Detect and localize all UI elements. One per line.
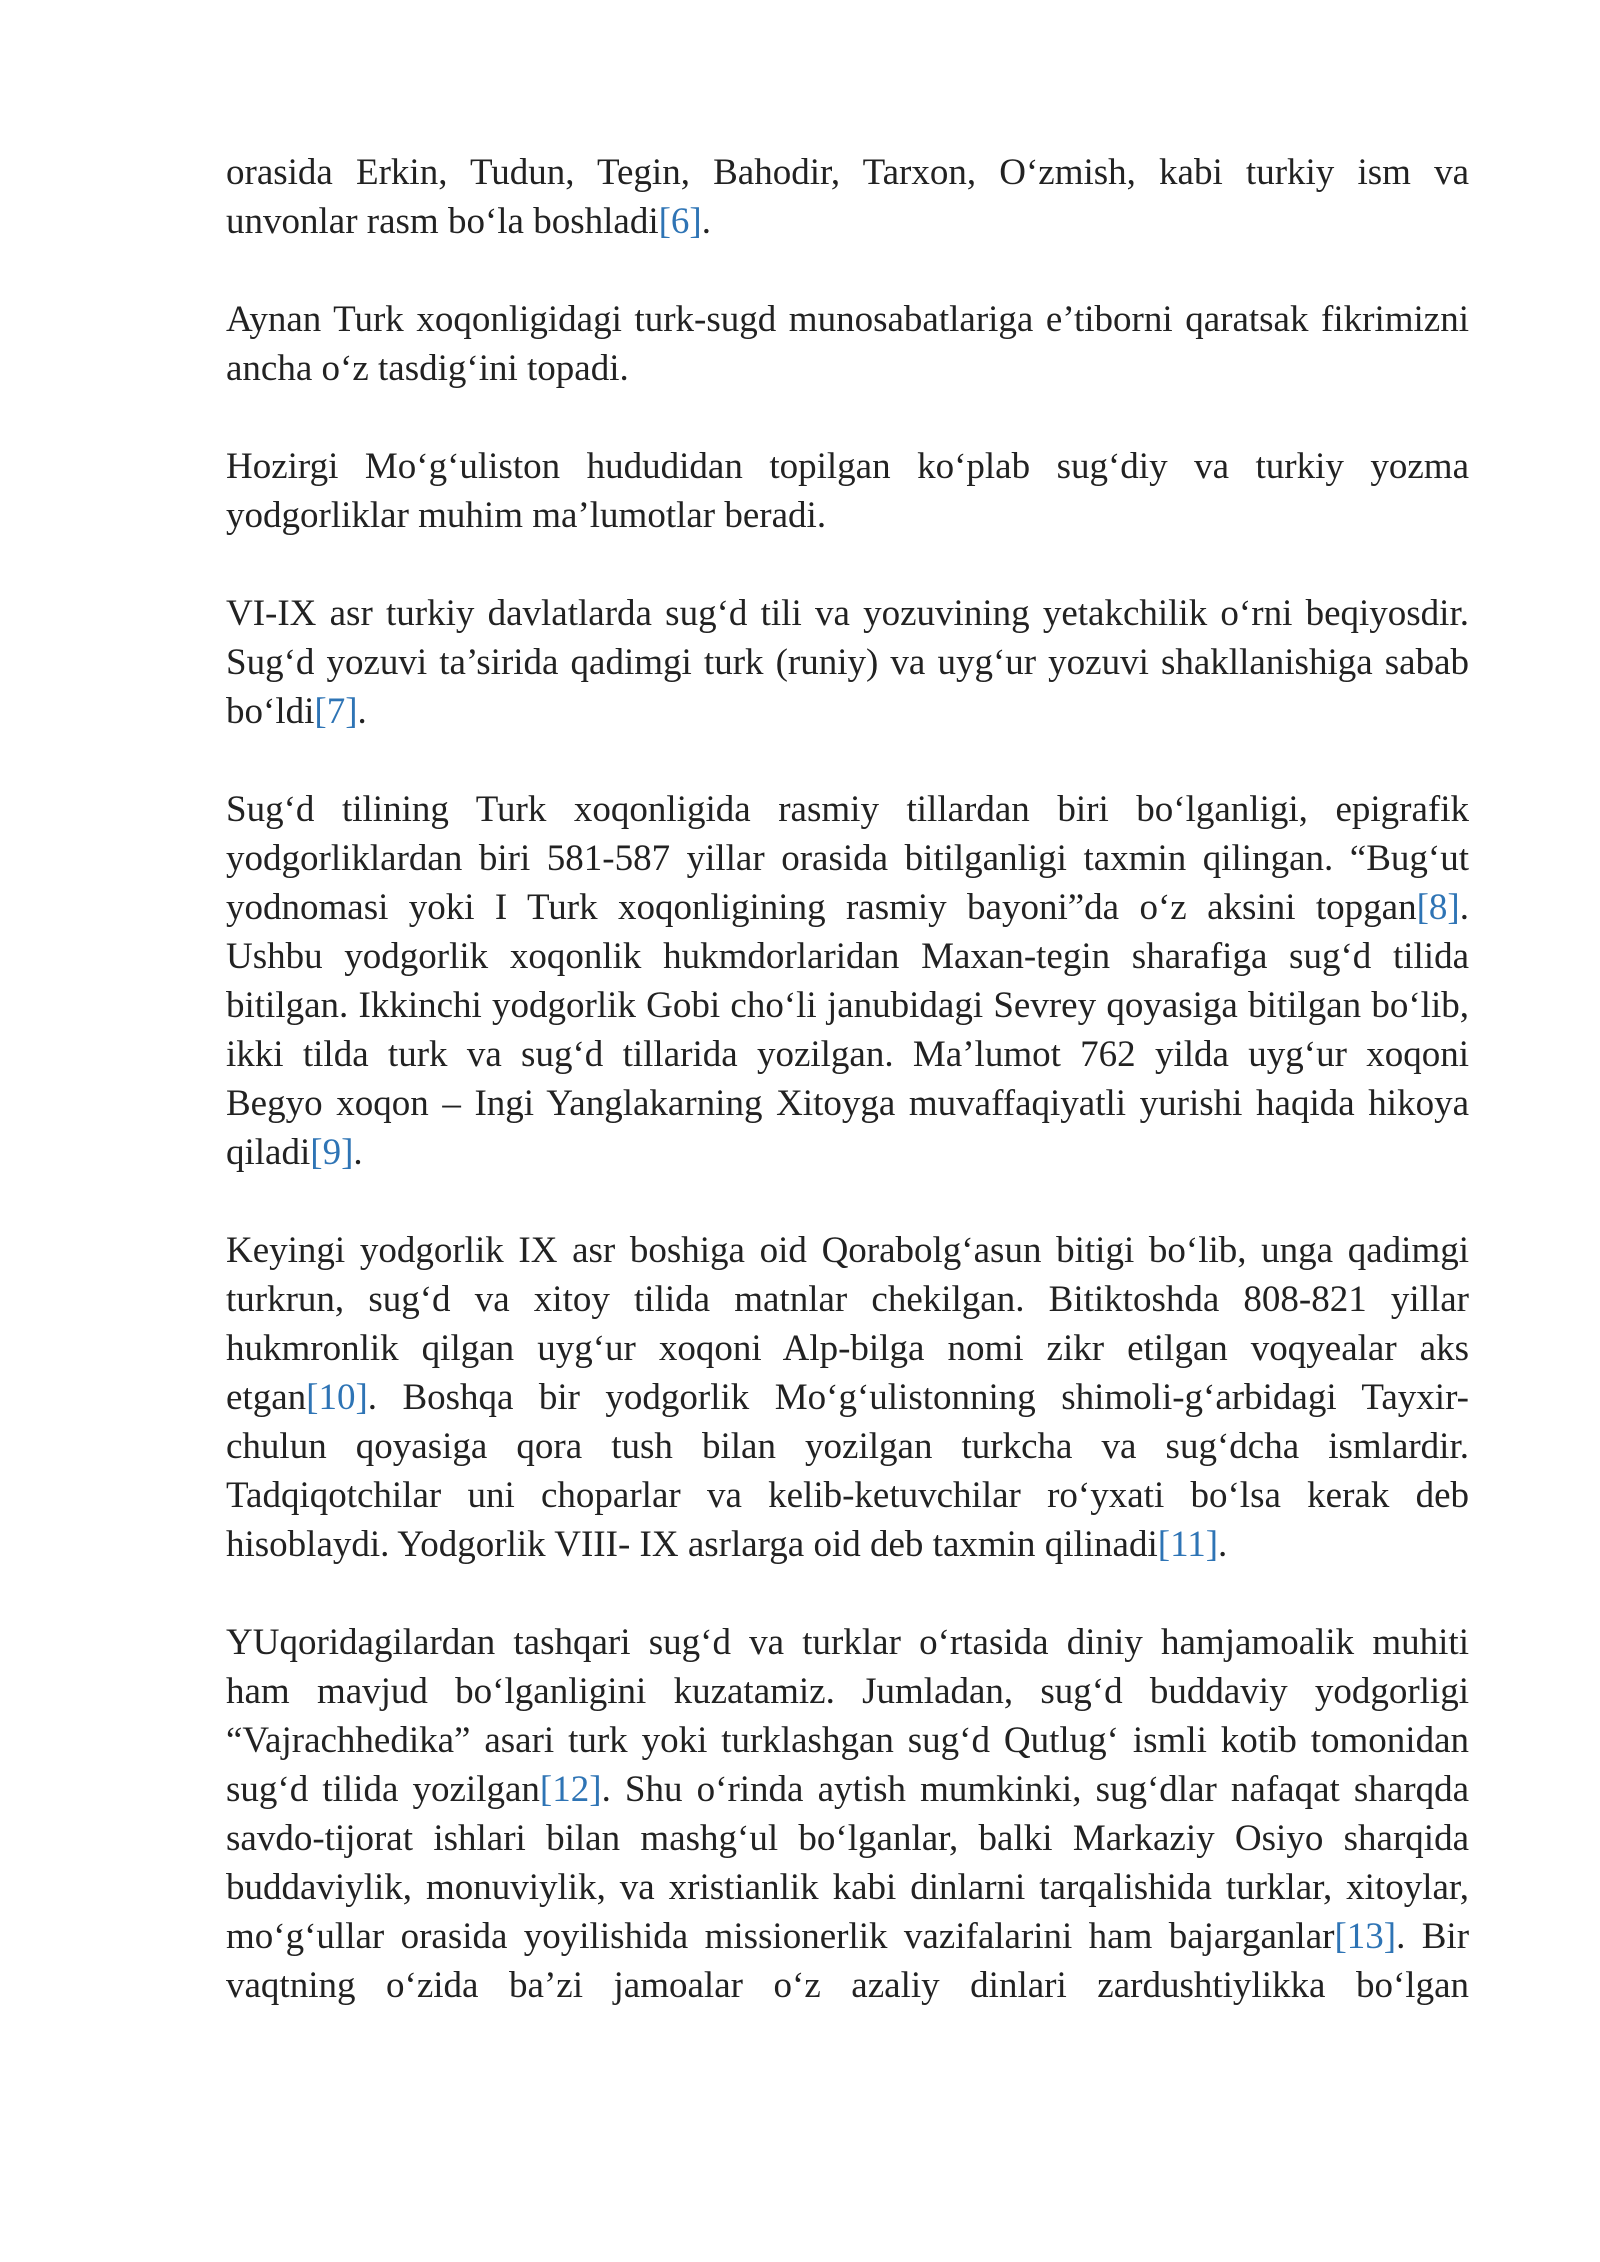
text-segment: . Shu o‘rinda aytish mumkinki, sug‘dlar nafaqat sharqda: [601, 1769, 1469, 1810]
text-segment: . Bir: [1396, 1916, 1470, 1957]
text-line: ikki tilda turk va sug‘d tillarida yozilgan. Ma’lumot 762 yilda uyg‘ur xoqoni: [226, 1034, 1469, 1075]
text-line: [226, 1373, 1469, 1422]
text-line: buddaviylik, monuviylik, va xristianlik kabi dinlarni tarqalishida turklar, xitoylar,: [226, 1867, 1469, 1908]
text-line: bitilgan. Ikkinchi yodgorlik Gobi cho‘li janubidagi Sevrey qoyasiga bitilgan bo‘lib,: [226, 985, 1469, 1026]
text-line: yodgorliklardan biri 581-587 yillar orasida bitilganligi taxmin qilingan. “Bug‘ut: [226, 838, 1469, 879]
text-line: [226, 197, 1469, 246]
paragraph: [226, 785, 1469, 1177]
text-line: [226, 1128, 1469, 1177]
text-segment: unvonlar rasm bo‘la boshladi: [226, 201, 659, 242]
text-segment: .: [353, 1132, 363, 1173]
text-line: savdo-tijorat ishlari bilan mashg‘ul bo‘lganlar, balki Markaziy Osiyo sharqida: [226, 1818, 1469, 1859]
text-line: [226, 1765, 1469, 1814]
footnote-link-11[interactable]: [11]: [1157, 1524, 1219, 1565]
text-segment: sug‘d tilida yozilgan: [226, 1769, 540, 1810]
text-line: Tadqiqotchilar uni choparlar va kelib-ketuvchilar ro‘yxati bo‘lsa kerak deb: [226, 1475, 1469, 1516]
footnote-link-12[interactable]: [12]: [539, 1769, 602, 1810]
text-line: Hozirgi Mo‘g‘uliston hududidan topilgan ko‘plab sug‘diy va turkiy yozma: [226, 446, 1469, 487]
text-segment: .: [357, 691, 367, 732]
text-line: Ushbu yodgorlik xoqonlik hukmdorlaridan Maxan-tegin sharafiga sug‘d tilida: [226, 936, 1469, 977]
text-line: [226, 883, 1469, 932]
text-line: turkrun, sug‘d va xitoy tilida matnlar chekilgan. Bitiktoshda 808-821 yillar: [226, 1279, 1469, 1320]
text-segment: .: [701, 201, 712, 242]
footnote-link-6[interactable]: [6]: [658, 201, 702, 242]
text-segment: yodnomasi yoki I Turk xoqonligining rasmiy bayoni”da o‘z aksini topgan: [226, 887, 1417, 928]
text-line: hukmronlik qilgan uyg‘ur xoqoni Alp-bilga nomi zikr etilgan voqyealar aks: [226, 1328, 1469, 1369]
text-segment: . Boshqa bir yodgorlik Mo‘g‘ulistonning shimoli-g‘arbidagi Tayxir-: [367, 1377, 1469, 1418]
text-line: Keyingi yodgorlik IX asr boshiga oid Qorabolg‘asun bitigi bo‘lib, unga qadimgi: [226, 1230, 1469, 1271]
text-line: “Vajrachhedika” asari turk yoki turklashgan sug‘d Qutlug‘ ismli kotib tomonidan: [226, 1720, 1469, 1761]
text-line: vaqtning o‘zida ba’zi jamoalar o‘z azaliy dinlari zardushtiylikka bo‘lgan: [226, 1965, 1469, 2006]
text-line: ancha o‘z tasdig‘ini topadi.: [226, 348, 629, 389]
text-line: orasida Erkin, Tudun, Tegin, Bahodir, Tarxon, O‘zmish, kabi turkiy ism va: [226, 152, 1469, 193]
text-segment: etgan: [226, 1377, 307, 1418]
text-line: [226, 687, 1469, 736]
text-line: YUqoridagilardan tashqari sug‘d va turklar o‘rtasida diniy hamjamoalik muhiti: [226, 1622, 1469, 1663]
paragraph: [226, 589, 1469, 736]
footnote-link-10[interactable]: [10]: [306, 1377, 368, 1418]
text-segment: mo‘g‘ullar orasida yoyilishida missionerlik vazifalarini ham bajarganlar: [226, 1916, 1335, 1957]
text-segment: bo‘ldi: [226, 691, 315, 732]
text-segment: hisoblaydi. Yodgorlik VIII- IX asrlarga oid deb taxmin qilinadi: [226, 1524, 1158, 1565]
footnote-link-9[interactable]: [9]: [310, 1132, 354, 1173]
text-line: Begyo xoqon – Ingi Yanglakarning Xitoyga muvaffaqiyatli yurishi haqida hikoya: [226, 1083, 1469, 1124]
paragraph: [226, 1226, 1469, 1569]
text-line: Sug‘d tilining Turk xoqonligida rasmiy tillardan biri bo‘lganligi, epigrafik: [226, 789, 1469, 830]
paragraph: [226, 295, 1469, 393]
text-line: Aynan Turk xoqonligidagi turk-sugd munosabatlariga e’tiborni qaratsak fikrimizni: [226, 299, 1469, 340]
text-segment: .: [1459, 887, 1469, 928]
text-line: [226, 1912, 1469, 1961]
text-line: [226, 1520, 1469, 1569]
text-line: VI-IX asr turkiy davlatlarda sug‘d tili va yozuvining yetakchilik o‘rni beqiyosdir.: [226, 593, 1469, 634]
text-line: Sug‘d yozuvi ta’sirida qadimgi turk (runiy) va uyg‘ur yozuvi shakllanishiga sabab: [226, 642, 1469, 683]
paragraph: [226, 148, 1469, 246]
footnote-link-7[interactable]: [7]: [314, 691, 358, 732]
paragraph: [226, 442, 1469, 540]
footnote-link-13[interactable]: [13]: [1334, 1916, 1397, 1957]
document-page: [226, 148, 1469, 2059]
text-segment: qiladi: [226, 1132, 311, 1173]
footnote-link-8[interactable]: [8]: [1416, 887, 1460, 928]
paragraph: [226, 1618, 1469, 2010]
text-line: chulun qoyasiga qora tush bilan yozilgan turkcha va sug‘dcha ismlardir.: [226, 1426, 1469, 1467]
text-segment: .: [1218, 1524, 1228, 1565]
text-line: ham mavjud bo‘lganligini kuzatamiz. Jumladan, sug‘d buddaviy yodgorligi: [226, 1671, 1469, 1712]
text-line: yodgorliklar muhim ma’lumotlar beradi.: [226, 495, 827, 536]
